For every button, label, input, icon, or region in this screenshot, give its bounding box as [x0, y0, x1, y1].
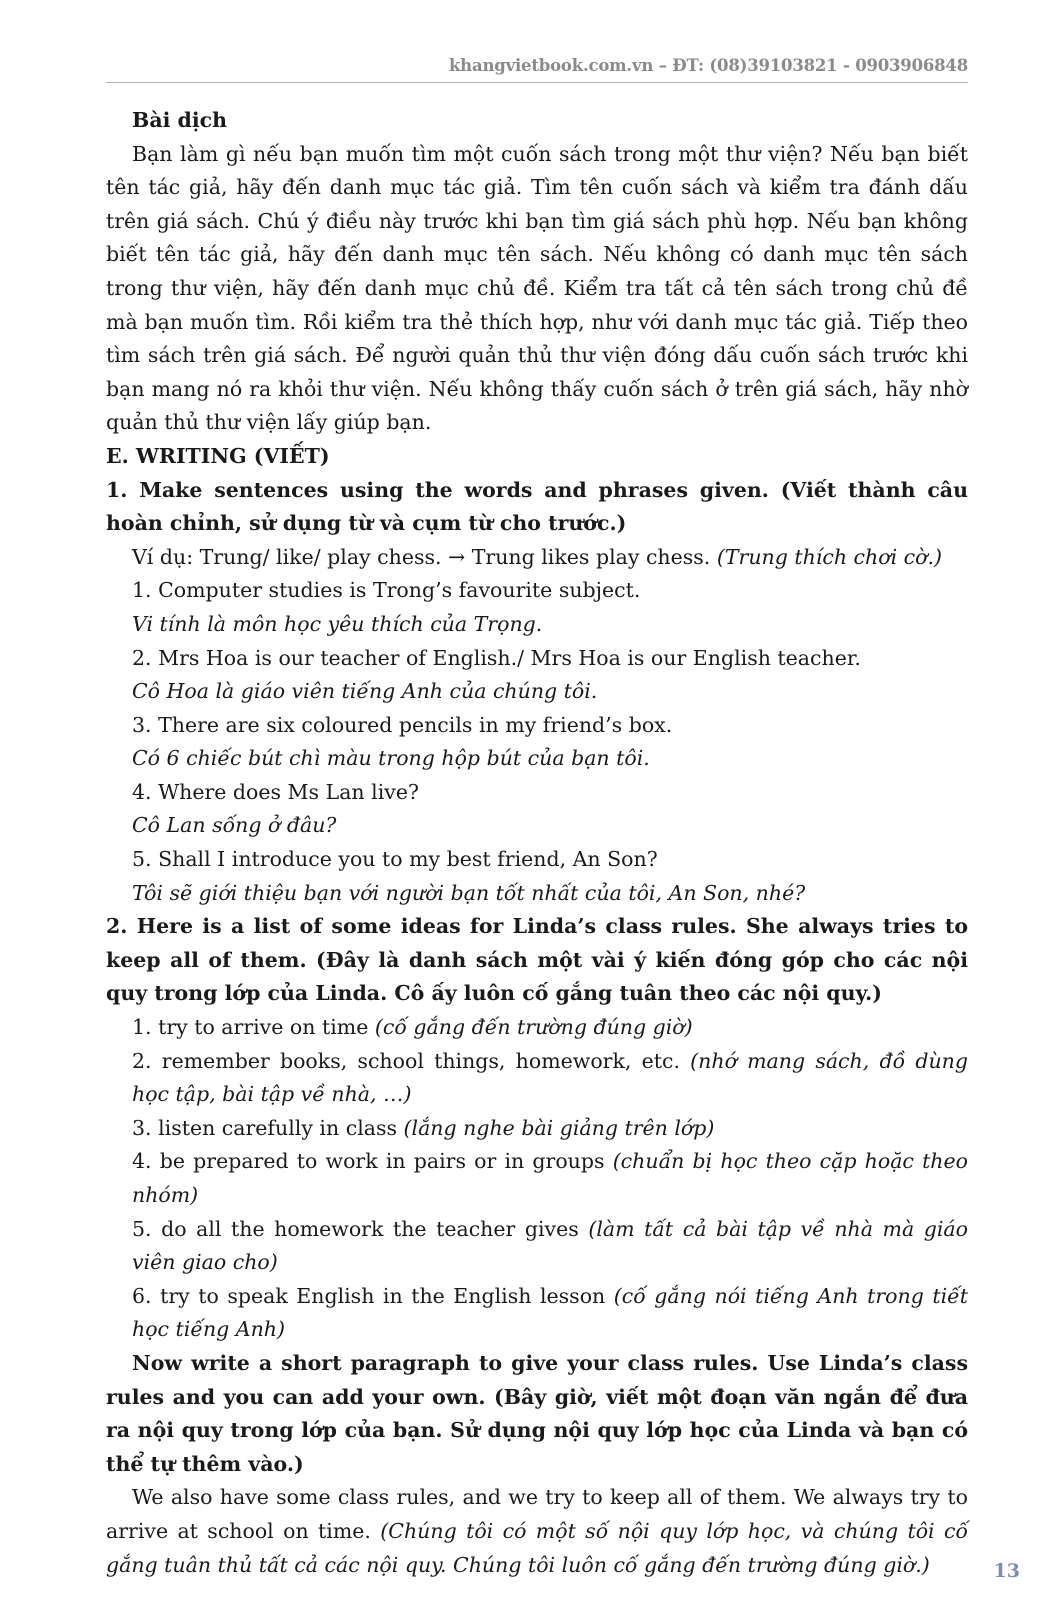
- page-header: khangvietbook.com.vn – ĐT: (08)39103821 - 0903906848: [448, 56, 968, 75]
- ex2-item-6-en: 6. try to speak English in the English lesson: [132, 1283, 614, 1308]
- ex2-item-5-vi: (làm tất cả bài tập về nhà mà giáo viên giao cho): [132, 1216, 968, 1275]
- ex2-item-4: [106, 1145, 968, 1212]
- translation-body: Bạn làm gì nếu bạn muốn tìm một cuốn sách trong một thư viện? Nếu bạn biết tên tác giả, hãy đến danh mục tác giả. Tìm tên cuốn sách và kiểm tra đánh dấu trên giá sách. Chú ý điều này trước khi bạn tìm giá sách phù hợp. Nếu bạn không biết tên tác giả, hãy đến danh mục tên sách. Nếu không có danh mục tên sách trong thư viện, hãy đến danh mục chủ đề. Kiểm tra tất cả tên sách trong chủ đề mà bạn muốn tìm. Rồi kiểm tra thẻ thích hợp, như với danh mục tác giả. Tiếp theo tìm sách trên giá sách. Để người quản thủ thư viện đóng dấu cuốn sách trước khi bạn mang nó ra khỏi thư viện. Nếu không thấy cuốn sách ở trên giá sách, hãy nhờ quản thủ thư viện lấy giúp bạn.: [106, 141, 968, 435]
- ex1-item-1-vi: Vi tính là môn học yêu thích của Trọng.: [132, 611, 543, 636]
- exercise-2-task: Now write a short paragraph to give your class rules. Use Linda’s class rules and you can add your own. (Bây giờ, viết một đoạn văn ngắn để đưa ra nội quy trong lớp của bạn. Sử dụng nội quy lớp học của Linda và bạn có thể tự thêm vào.): [106, 1350, 968, 1476]
- ex2-item-3-vi: (lắng nghe bài giảng trên lớp): [403, 1115, 715, 1140]
- ex2-item-1-vi: (cố gắng đến trường đúng giờ): [374, 1015, 693, 1040]
- exercise-1-title: 1. Make sentences using the words and phrases given. (Viết thành câu hoàn chỉnh, sử dụng từ và cụm từ cho trước.): [106, 477, 968, 536]
- translation-title: Bài dịch: [132, 108, 228, 132]
- ex2-item-4-vi: (chuẩn bị học theo cặp hoặc theo nhóm): [132, 1149, 968, 1207]
- ex2-item-3-en: 3. listen carefully in class: [132, 1115, 404, 1140]
- page-number: 13: [993, 1560, 1020, 1582]
- ex2-item-1: [106, 1011, 968, 1045]
- ex2-item-2-en: 2. remember books, school things, homework, etc.: [132, 1048, 691, 1073]
- header-divider: [106, 82, 968, 83]
- page-content: [106, 104, 968, 1582]
- ex1-item-3-vi: Có 6 chiếc bút chì màu trong hộp bút của bạn tôi.: [132, 746, 650, 771]
- exercise-2-answer: [106, 1481, 968, 1582]
- ex2-item-6-vi: (cố gắng nói tiếng Anh trong tiết học tiếng Anh): [132, 1283, 968, 1342]
- ex2-item-5: [106, 1213, 968, 1280]
- answer-vietnamese: (Chúng tôi có một số nội quy lớp học, và chúng tôi cố gắng tuân thủ tất cả các nội quy. Chúng tôi luôn cố gắng đến trường đúng giờ.): [106, 1518, 968, 1577]
- section-e-title: E. WRITING (VIẾT): [106, 443, 330, 468]
- example-vietnamese: (Trung thích chơi cờ.): [716, 544, 942, 569]
- ex2-item-1-en: 1. try to arrive on time: [132, 1015, 375, 1040]
- ex1-item-2-en: 2. Mrs Hoa is our teacher of English./ Mrs Hoa is our English teacher.: [132, 645, 861, 670]
- ex1-item-2-vi: Cô Hoa là giáo viên tiếng Anh của chúng tôi.: [132, 679, 598, 704]
- ex2-item-2: [106, 1045, 968, 1112]
- document-page: [106, 0, 968, 1603]
- ex2-item-2-vi: (nhớ mang sách, đồ dùng học tập, bài tập về nhà, …): [132, 1048, 968, 1107]
- ex1-item-5-vi: Tôi sẽ giới thiệu bạn với người bạn tốt nhất của tôi, An Son, nhé?: [132, 880, 806, 905]
- answer-english: We also have some class rules, and we try to keep all of them. We always try to arrive at school on time.: [106, 1485, 968, 1543]
- ex1-item-4-vi: Cô Lan sống ở đâu?: [132, 813, 337, 838]
- exercise-1-example: [106, 541, 968, 575]
- ex1-item-5-en: 5. Shall I introduce you to my best friend, An Son?: [132, 847, 658, 872]
- exercise-2-title: 2. Here is a list of some ideas for Linda’s class rules. She always tries to keep all of them. (Đây là danh sách một vài ý kiến đóng góp cho các nội quy trong lớp của Linda. Cô ấy luôn cố gắng tuân theo các nội quy.): [106, 914, 968, 1006]
- ex2-item-5-en: 5. do all the homework the teacher gives: [132, 1216, 589, 1241]
- ex1-item-1-en: 1. Computer studies is Trong’s favourite subject.: [132, 578, 641, 603]
- ex1-item-3-en: 3. There are six coloured pencils in my friend’s box.: [132, 712, 673, 737]
- ex1-item-4-en: 4. Where does Ms Lan live?: [132, 779, 419, 804]
- ex2-item-6: [106, 1280, 968, 1347]
- ex2-item-4-en: 4. be prepared to work in pairs or in groups: [132, 1149, 613, 1174]
- ex2-item-3: [106, 1112, 968, 1146]
- example-english: Ví dụ: Trung/ like/ play chess. → Trung likes play chess.: [132, 544, 717, 569]
